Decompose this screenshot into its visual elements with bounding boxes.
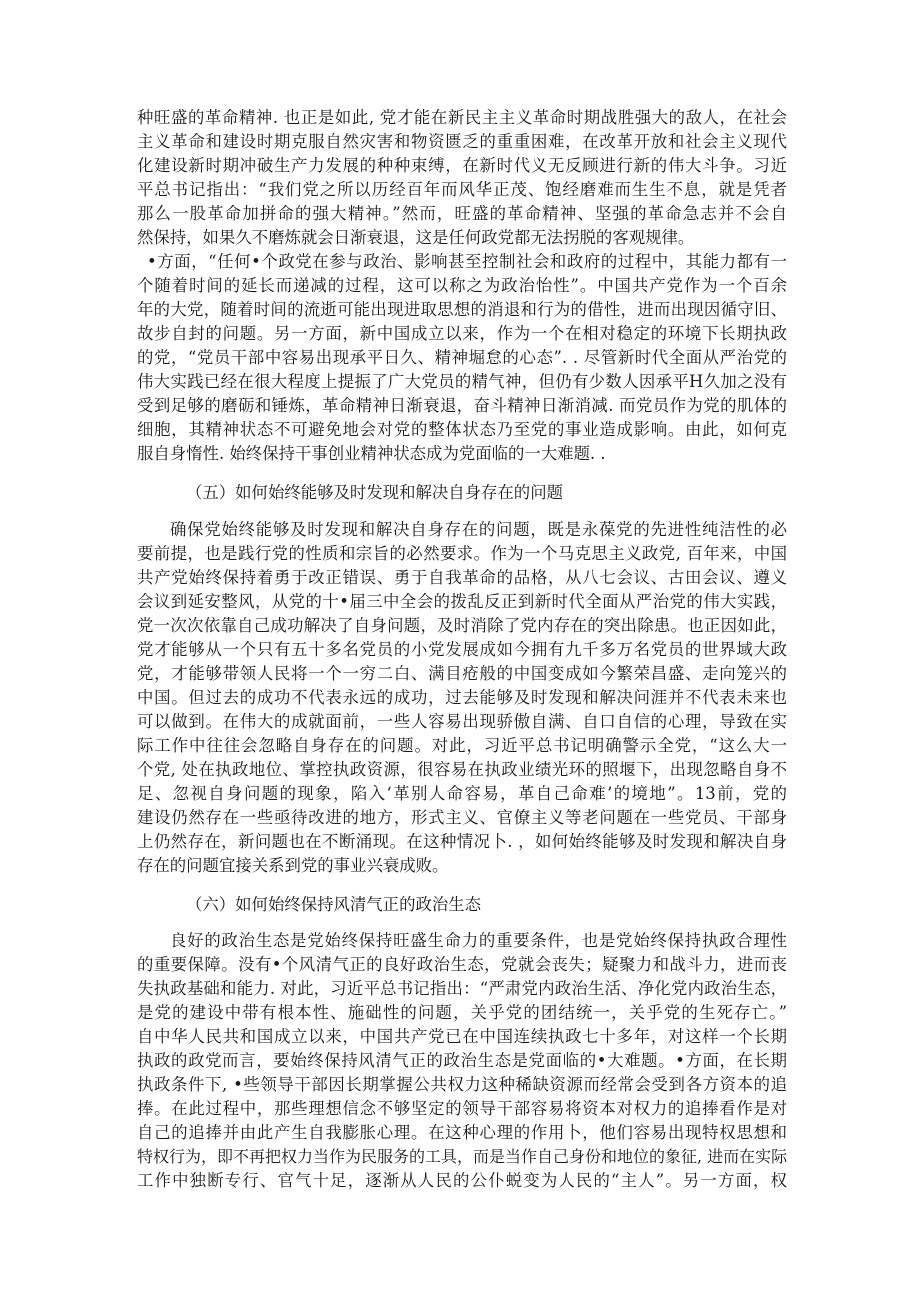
text-line: 存在的问题宜接关系到党的事业兴衰成败。 bbox=[137, 856, 449, 875]
text-line: 然保持，如果久不磨炼就会日渐衰退，这是任何政党都无法拐脱的客观规律。 bbox=[137, 228, 695, 247]
text-line: 个党, 处在执政地位、掌控执政资源，很容易在执政业绩光环的照堰下，出现忽略自身不 bbox=[137, 760, 787, 779]
text-line: 共产党始终保持着勇于改正错误、勇于自我革命的品格，从八七会议、古田会议、遵义 bbox=[137, 568, 787, 587]
text-line: 服自身惰性. 始终保持干事创业精神状态成为党面临的一大难题. . bbox=[137, 444, 606, 463]
text-line: 上仍然存在，新问题也在不断涌现。在这种情况卜. ，如何始终能够及时发现和解决自身 bbox=[137, 832, 787, 851]
text-line: 年的大党，随着时间的流逝可能出现进取思想的消退和行为的借性，进而出现因循守旧、 bbox=[137, 300, 787, 319]
text-line: 细胞，其精神状态不可避免地会对党的整体状态乃至党的事业造成影响。由此，如何克 bbox=[137, 420, 787, 439]
text-line: 建设仍然存在一些亟待改进的地方，形式主义、官僚主义等老问题在一些党员、干部身 bbox=[137, 808, 787, 827]
text-line: 确保党始终能够及时发现和解决自身存在的问题，既是永葆党的先进性纯洁性的必 bbox=[170, 520, 787, 539]
text-line: 工作中独断专行、官气十足，逐渐从人民的公仆蜕变为人民的“主人”。另一方面，权 bbox=[137, 1171, 787, 1190]
text-line: 特权行为，即不再把权力当作为民服务的工具，而是当作自己身份和地位的象征, 进而在实际 bbox=[137, 1147, 787, 1166]
text-line: 可以做到。在伟大的成就面前，一些人容易出现骄傲自满、自口自信的心理，导致在实 bbox=[137, 712, 787, 731]
text-line: 受到足够的磨砺和锤炼，革命精神日渐衰退，奋斗精神日渐消减. 而党员作为党的肌体的 bbox=[137, 396, 787, 415]
text-line: 执政的政党而言，要始终保持风清气正的政治生态是党面临的•大难题。•方面，在长期 bbox=[137, 1051, 787, 1070]
text-line: 中国。但过去的成功不代表永远的成功，过去能够及时发现和解决问涯并不代表未来也 bbox=[137, 688, 787, 707]
text-line: 党，才能够带领人民将一个一穷二白、满目疮般的中国变成如今繁荣昌盛、走向笼兴的 bbox=[137, 664, 787, 683]
text-line: 种旺盛的革命精神. 也正是如此, 党才能在新民主主义革命时期战胜强大的敌人，在社会 bbox=[137, 108, 787, 127]
text-line: 是党的建设中带有根本性、施础性的问题，关乎党的团结统一，关乎党的生死存亡。” bbox=[137, 1003, 787, 1022]
text-line: 失执政基础和能力. 对此，习近平总书记指出：“严肃党内政治生活、净化党内政治生态， bbox=[137, 979, 787, 998]
text-line: 捧。在此过程中，那些理想信念不够坚定的领导干部容易将资本对权力的追捧看作是对 bbox=[137, 1099, 787, 1118]
text-line: 个随着时间的延长而递减的过程，这可以称之为政治怡性”。中国共产党作为一个百余 bbox=[137, 276, 787, 295]
section-heading-6: （六）如何始终保持风清气正的政治生态 bbox=[186, 895, 482, 914]
text-line: 故步自封的问题。另一方面，新中国成立以来，作为一个在相对稳定的环境下长期执政 bbox=[137, 324, 787, 343]
text-line: 良好的政治生态是党始终保持旺盛生命力的重要条件，也是党始终保持执政合理性 bbox=[170, 931, 787, 950]
text-line: 自己的追捧并由此产生自我膨胀心理。在这种心理的作用卜，他们容易出现特权思想和 bbox=[137, 1123, 787, 1142]
text-line: 的重要保障。没有•个风清气正的良好政治生态，党就会丧失；疑聚力和战斗力，进而丧 bbox=[137, 955, 787, 974]
text-line: 平总书记指出：“我们党之所以历经百年而风华正茂、饱经磨难而生生不息，就是凭者 bbox=[137, 180, 787, 199]
text-line: 足、忽视自身问题的现象，陷入‘革别人命容易，革自己命难’的境地”。13前，党的 bbox=[137, 784, 787, 803]
text-line: 自中华人民共和国成立以来，中国共产党已在中国连续执政七十多年，对这样一个长期 bbox=[137, 1027, 787, 1046]
text-line: 的党，“党员干部中容易出现承平日久、精神堀怠的心态”. . 尽管新时代全面从严治党的 bbox=[137, 348, 787, 367]
section-heading-5: （五）如何始终能够及时发现和解决自身存在的问题 bbox=[186, 483, 563, 502]
text-line: 党一次次依靠自己成功解决了自身问题，及时消除了党内存在的突出除患。也正因如此， bbox=[137, 616, 787, 635]
text-line: 伟大实践已经在很大程度上提振了广大党员的精气神，但仍有少数人因承平H久加之没有 bbox=[137, 372, 787, 391]
text-line: 际工作中往往会忽略自身存在的问题。对此，习近平总书记明确警示全党，“这么大一 bbox=[137, 736, 787, 755]
text-line: 要前提，也是践行党的性质和宗旨的必然要求。作为一个马克思主义政党, 百年来，中国 bbox=[137, 544, 787, 563]
text-line: 那么一股革命加拼命的强大精神。”然而，旺盛的革命精神、坚强的革命急志并不会自 bbox=[137, 204, 787, 223]
text-line: 党才能够从一个只有五十多名党员的小党发展成如今拥有九千多万名党员的世界域大政 bbox=[137, 640, 787, 659]
text-line: 主义革命和建设时期克服自然灾害和物资匮乏的重重困难，在改革开放和社会主义现代 bbox=[137, 132, 787, 151]
text-line: •方面，“任何•个政党在参与政治、影响甚至控制社会和政府的过程中，其能力都有一 bbox=[147, 252, 787, 271]
text-line: 化建设新时期冲破生产力发展的种种束缚，在新时代义无反顾进行新的伟大斗争。习近 bbox=[137, 156, 787, 175]
text-line: 会议到延安整风，从党的十•届三中全会的拨乱反正到新时代全面从严治党的伟大实践， bbox=[137, 592, 787, 611]
text-line: 执政条件下, •些领导干部因长期掌握公共权力这种稀缺资源而经常会受到各方资本的追 bbox=[137, 1075, 787, 1094]
